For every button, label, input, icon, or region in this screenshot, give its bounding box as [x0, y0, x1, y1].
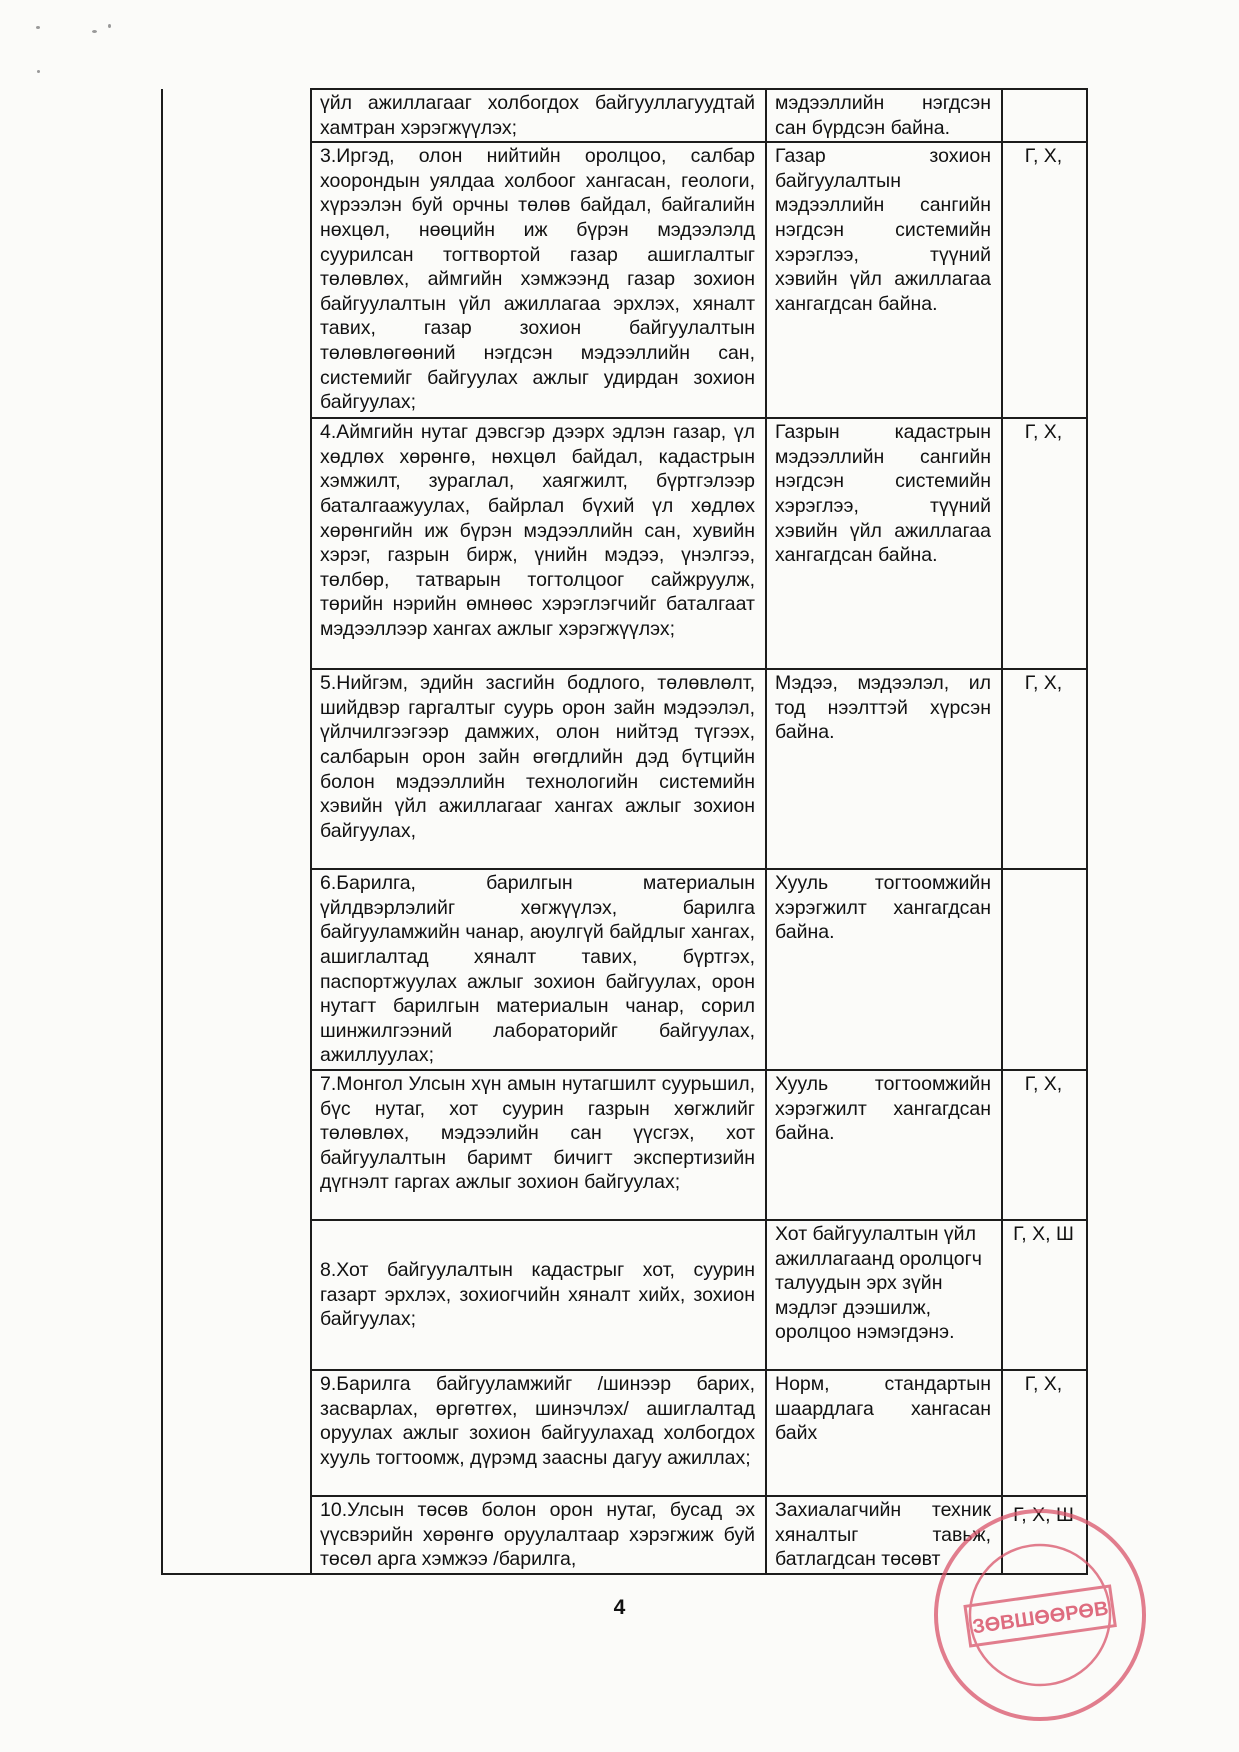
- task-cell: үйл ажиллагааг холбогдох байгууллагуудтай хамтран хэрэгжүүлэх;: [311, 89, 766, 142]
- result-cell: Хот байгуулалтын үйл ажиллагаанд оролцогч талуудын эрх зүйн мэдлэг дээшилж, оролцоо нэмэгдэнэ.: [766, 1220, 1002, 1370]
- table-row: [162, 1220, 1087, 1370]
- task-cell: 8.Хот байгуулалтын кадастрыг хот, суурин газарт эрхлэх, зохиогчийн хяналт хийх, зохион байгуулах;: [311, 1220, 766, 1370]
- scan-speck: [37, 70, 40, 73]
- result-cell: Газрын кадастрын мэдээллийн сангийн нэгдсэн системийн хэрэглээ, түүний хэвийн үйл ажиллагаа хангагдсан байна.: [766, 418, 1002, 669]
- task-cell: 4.Аймгийн нутаг дэвсгэр дээрх эдлэн газар, үл хөдлөх хөрөнгө, нөхцөл байдал, кадастрын хэмжилт, зураглал, хаягжилт, бүртгэлээр баталгаажуулах, байрлал бүхий үл хөдлөх хөрөнгийн иж бүрэн мэдээллийн сан, хувийн хэрэг, газрын бирж, үнийн мэдээ, үнэлгээ, төлбөр, татварын тогтолцоог сайжруулж, төрийн нэрийн өмнөөс хэрэглэгчийг баталгаат мэдээллээр хангах ажлыг хэрэгжүүлэх;: [311, 418, 766, 669]
- table-row: [162, 418, 1087, 669]
- table-row: [162, 89, 1087, 142]
- scan-speck: [108, 24, 111, 28]
- scan-speck: [92, 30, 97, 33]
- table-row: [162, 142, 1087, 418]
- table-row: [162, 1370, 1087, 1496]
- task-cell: 5.Нийгэм, эдийн засгийн бодлого, төлөвлөлт, шийдвэр гаргалтыг суурь орон зайн мэдээлэл, үйлчилгээгээр дамжих, олон нийтэд түгээх, салбарын орон зайн өгөгдлийн дэд бүтцийн болон мэдээллийн технологийн системийн хэвийн үйл ажиллагааг хангах ажлыг зохион байгуулах,: [311, 669, 766, 869]
- page-number: 4: [613, 1596, 626, 1619]
- result-cell: Мэдээ, мэдээлэл, ил тод нээлттэй хүрсэн байна.: [766, 669, 1002, 869]
- blank-cell: [162, 669, 311, 869]
- responsible-cell: Г, Х, Ш: [1002, 1220, 1087, 1370]
- responsible-cell: Г, Х,: [1002, 669, 1087, 869]
- result-cell: Норм, стандартын шаардлага хангасан байх: [766, 1370, 1002, 1496]
- table-row: [162, 869, 1087, 1070]
- result-cell: Хууль тогтоомжийн хэрэгжилт хангагдсан байна.: [766, 1070, 1002, 1220]
- blank-cell: [162, 869, 311, 1070]
- blank-cell: [162, 89, 311, 142]
- responsible-cell: Г, Х, Ш: [1002, 1496, 1087, 1574]
- blank-cell: [162, 1496, 311, 1574]
- task-cell: 7.Монгол Улсын хүн амын нутагшилт суурьшил, бүс нутаг, хот суурин газрын хөгжлийг төлөвлөх, мэдээлийн сан үүсгэх, хот байгуулалтын баримт бичигт экспертизийн дүгнэлт гаргах ажлыг зохион байгуулах;: [311, 1070, 766, 1220]
- blank-cell: [162, 1070, 311, 1220]
- blank-cell: [162, 142, 311, 418]
- responsible-cell: Г, Х,: [1002, 418, 1087, 669]
- stamp-center-text: ЗӨВШӨӨРӨВ: [971, 1597, 1110, 1639]
- responsible-cell: Г, Х,: [1002, 1370, 1087, 1496]
- blank-cell: [162, 1220, 311, 1370]
- approval-stamp: [925, 1500, 1155, 1730]
- result-cell: Хууль тогтоомжийн хэрэгжилт хангагдсан байна.: [766, 869, 1002, 1070]
- duties-table: [161, 88, 1088, 1575]
- task-cell: 10.Улсын төсөв болон орон нутаг, бусад эх үүсвэрийн хөрөнгө оруулалтаар хэрэгжиж буй төсөл арга хэмжээ /барилга,: [311, 1496, 766, 1574]
- blank-cell: [162, 1370, 311, 1496]
- task-cell: 9.Барилга байгууламжийг /шинээр барих, засварлах, өргөтгөх, шинэчлэх/ ашиглалтад оруулах ажлыг зохион байгуулахад холбогдох хууль тогтоомж, дүрэмд заасны дагуу ажиллах;: [311, 1370, 766, 1496]
- responsible-cell: [1002, 869, 1087, 1070]
- result-cell: мэдээллийн нэгдсэн сан бүрдсэн байна.: [766, 89, 1002, 142]
- table-row: [162, 669, 1087, 869]
- scan-speck: [36, 26, 40, 29]
- responsible-cell: Г, Х,: [1002, 142, 1087, 418]
- task-cell: 6.Барилга, барилгын материалын үйлдвэрлэлийг хөгжүүлэх, барилга байгууламжийн чанар, аюулгүй байдлыг хангах, ашиглалтад хяналт тавих, бүртгэх, паспортжуулах ажлыг зохион байгуулах, орон нутагт барилгын материалын чанар, сорил шинжилгээний лабораторийг байгуулах, ажиллуулах;: [311, 869, 766, 1070]
- responsible-cell: [1002, 89, 1087, 142]
- blank-cell: [162, 418, 311, 669]
- table-row: [162, 1070, 1087, 1220]
- responsible-cell: Г, Х,: [1002, 1070, 1087, 1220]
- task-cell: 3.Иргэд, олон нийтийн оролцоо, салбар хоорондын уялдаа холбоог хангасан, геологи, хүрээлэн буй орчны төлөв байдал, байгалийн нөхцөл, нөөцийн иж бүрэн мэдээлэлд суурилсан тогтвортой газар ашиглалтыг төлөвлөх, аймгийн хэмжээнд газар зохион байгуулалтын үйл ажиллагаа эрхлэх, хяналт тавих, газар зохион байгуулалтын төлөвлөгөөний нэгдсэн мэдээллийн сан, системийг байгуулах ажлыг удирдан зохион байгуулах;: [311, 142, 766, 418]
- result-cell: Захиалагчийн техник хяналтыг тавьж, батлагдсан төсөвт: [766, 1496, 1002, 1574]
- result-cell: Газар зохион байгуулалтын мэдээллийн сангийн нэгдсэн системийн хэрэглээ, түүний хэвийн үйл ажиллагаа хангагдсан байна.: [766, 142, 1002, 418]
